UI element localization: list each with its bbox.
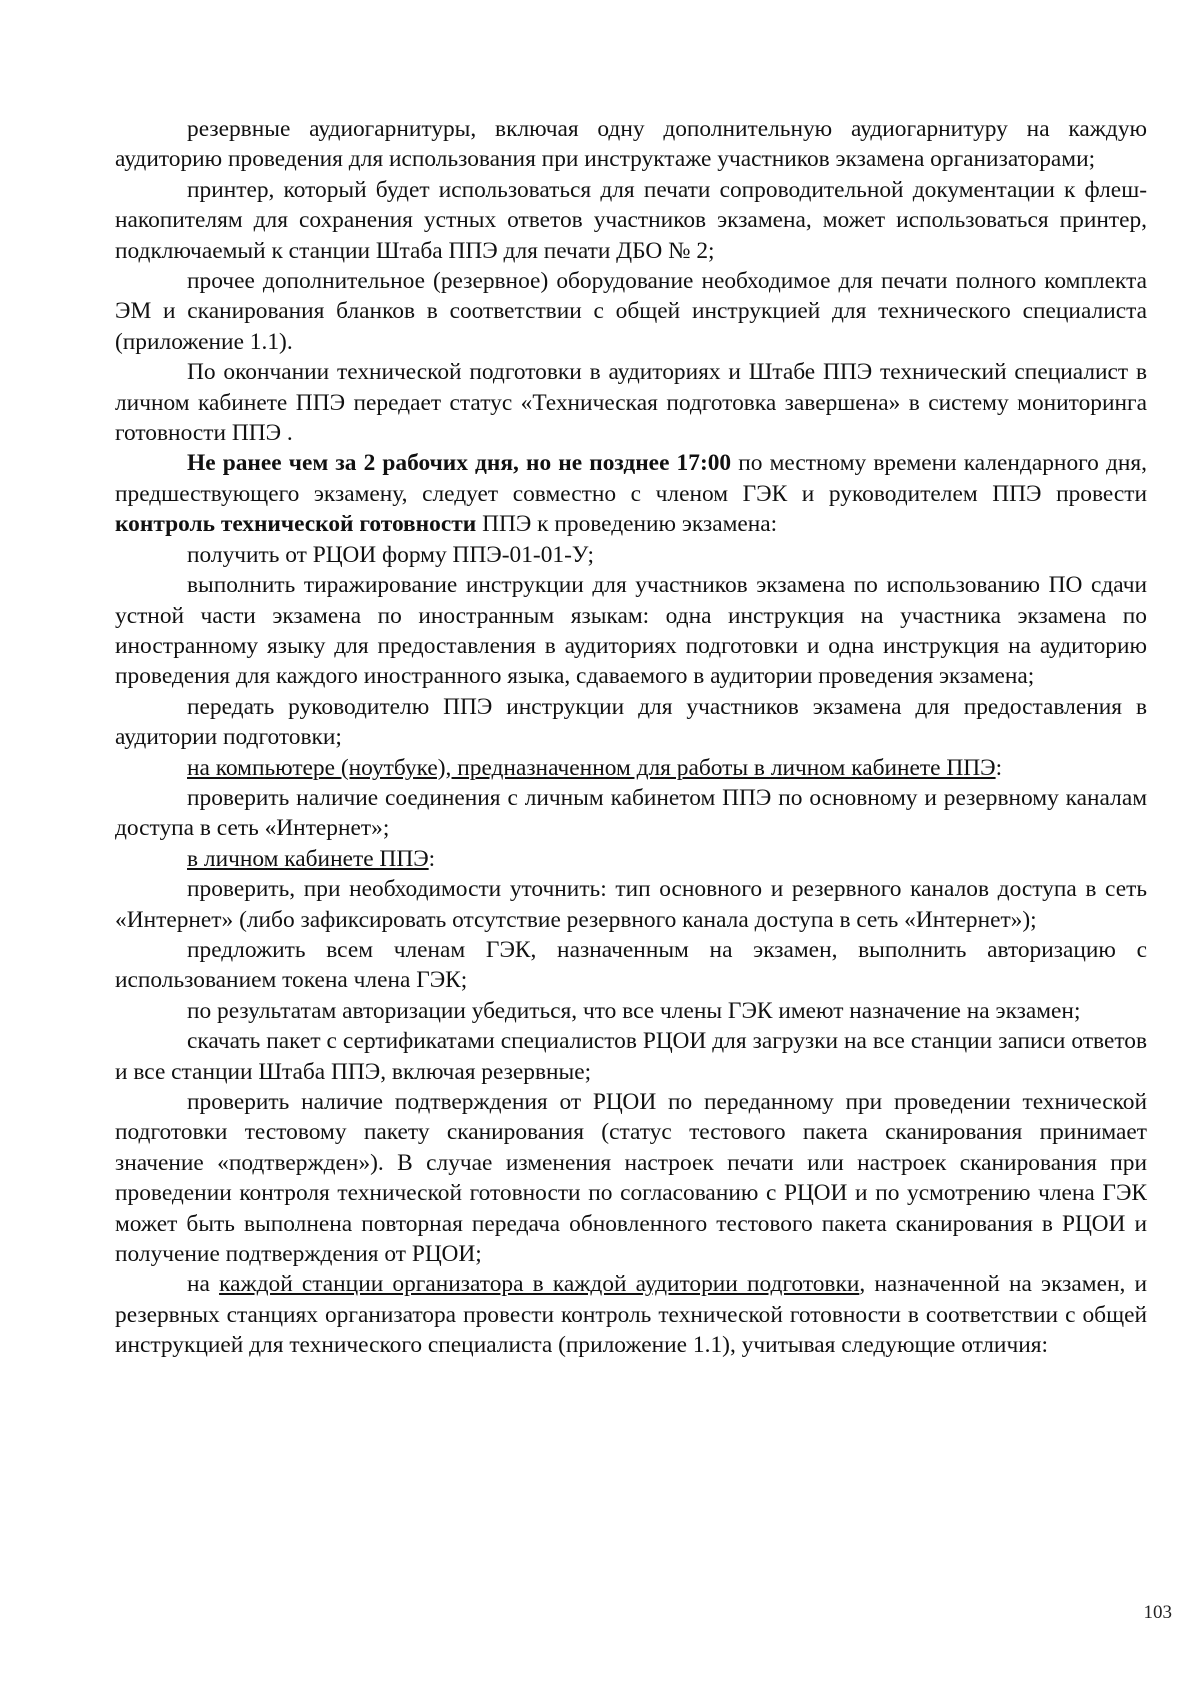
paragraph-download-certificates: скачать пакет с сертификатами специалистов РЦОИ для загрузки на все станции записи ответов и все станции Штаба ППЭ, включая резервные; xyxy=(115,1028,1147,1085)
deadline-bold-text: Не ранее чем за 2 рабочих дня, но не позднее 17:00 xyxy=(187,450,732,477)
paragraph-authorization-result: по результатам авторизации убедиться, что все члены ГЭК имеют назначение на экзамен; xyxy=(187,997,1081,1024)
paragraph-organizer-stations xyxy=(115,1269,1147,1360)
in-account-colon: : xyxy=(428,845,436,872)
paragraph-printer: принтер, который будет использоваться для печати сопроводительной документации к флеш-накопителям для сохранения устных ответов участников экзамена, может использоваться принтер, подключаемый к станции Штаба ППЭ для печати ДБО № 2; xyxy=(115,176,1147,264)
document-body xyxy=(115,114,1147,1361)
paragraph-on-computer-heading xyxy=(115,753,1147,783)
paragraph-authorization: предложить всем членам ГЭК, назначенным на экзамен, выполнить авторизацию с использованием токена члена ГЭК; xyxy=(115,936,1147,994)
organizer-stations-end: , назначенной на экзамен, и резервных станциях организатора провести контроль технической готовности в соответствии с общей инструкцией для технического специалиста (приложение 1.1), учитывая следующие отличия: xyxy=(115,1271,1147,1359)
deadline-middle-text: по местному времени календарного дня, предшествующего экзамену, следует совместно с членом ГЭК и руководителем ППЭ провести xyxy=(115,450,1147,507)
paragraph-check-channel-type: проверить, при необходимости уточнить: тип основного и резервного каналов доступа в сеть «Интернет» (либо зафиксировать отсутствие резервного канала доступа в сеть «Интернет»); xyxy=(115,876,1147,933)
paragraph-replicate-instructions: выполнить тиражирование инструкции для участников экзамена по использованию ПО сдачи устной части экзамена по иностранным языкам: одна инструкция на участника экзамена по иностранному языку для предоставления в аудиториях подготовки и одна инструкция на аудиторию проведения для каждого иностранного языка, сдаваемого в аудитории проведения экзамена; xyxy=(115,572,1147,690)
on-computer-colon: : xyxy=(995,754,1003,781)
deadline-end-text: ППЭ к проведению экзамена: xyxy=(476,511,778,538)
in-account-underlined-text: в личном кабинете ППЭ xyxy=(187,845,429,872)
paragraph-in-account-heading xyxy=(115,844,1147,874)
paragraph-pass-instructions: передать руководителю ППЭ инструкции для участников экзамена для предоставления в аудитории подготовки; xyxy=(115,693,1147,751)
organizer-stations-start: на xyxy=(187,1271,220,1298)
paragraph-reserve-headsets: резервные аудиогарнитуры, включая одну дополнительную аудиогарнитуру на каждую аудиторию проведения для использования при инструктаже участников экзамена организаторами; xyxy=(115,116,1147,173)
paragraph-technical-preparation-status: По окончании технической подготовки в аудиториях и Штабе ППЭ технический специалист в личном кабинете ППЭ передает статус «Техническая подготовка завершена» в систему мониторинга готовности ППЭ . xyxy=(115,359,1147,447)
paragraph-other-equipment: прочее дополнительное (резервное) оборудование необходимое для печати полного комплекта ЭМ и сканирования бланков в соответствии с общей инструкцией для технического специалиста (приложение 1.1). xyxy=(115,268,1147,355)
readiness-control-bold-text: контроль технической готовности xyxy=(115,511,477,538)
paragraph-check-connection: проверить наличие соединения с личным кабинетом ППЭ по основному и резервному каналам доступа в сеть «Интернет»; xyxy=(115,784,1147,842)
on-computer-underlined-text: на компьютере (ноутбуке), предназначенном для работы в личном кабинете ППЭ xyxy=(187,754,996,781)
paragraph-check-scan-confirmation: проверить наличие подтверждения от РЦОИ по переданному при проведении технической подготовки тестовому пакету сканирования (статус тестового пакета сканирования принимает значение «подтвержден»). В случае изменения настроек печати или настроек сканирования при проведении контроля технической готовности по согласованию с РЦОИ и по усмотрению члена ГЭК может быть выполнена повторная передача обновленного тестового пакета сканирования в РЦОИ и получение подтверждения от РЦОИ; xyxy=(115,1089,1147,1268)
paragraph-readiness-control-deadline xyxy=(115,448,1147,539)
paragraph-get-form: получить от РЦОИ форму ППЭ-01-01-У; xyxy=(187,541,595,568)
page-number: 103 xyxy=(1143,1602,1172,1623)
organizer-stations-underlined-text: каждой станции организатора в каждой аудитории подготовки xyxy=(219,1271,860,1298)
